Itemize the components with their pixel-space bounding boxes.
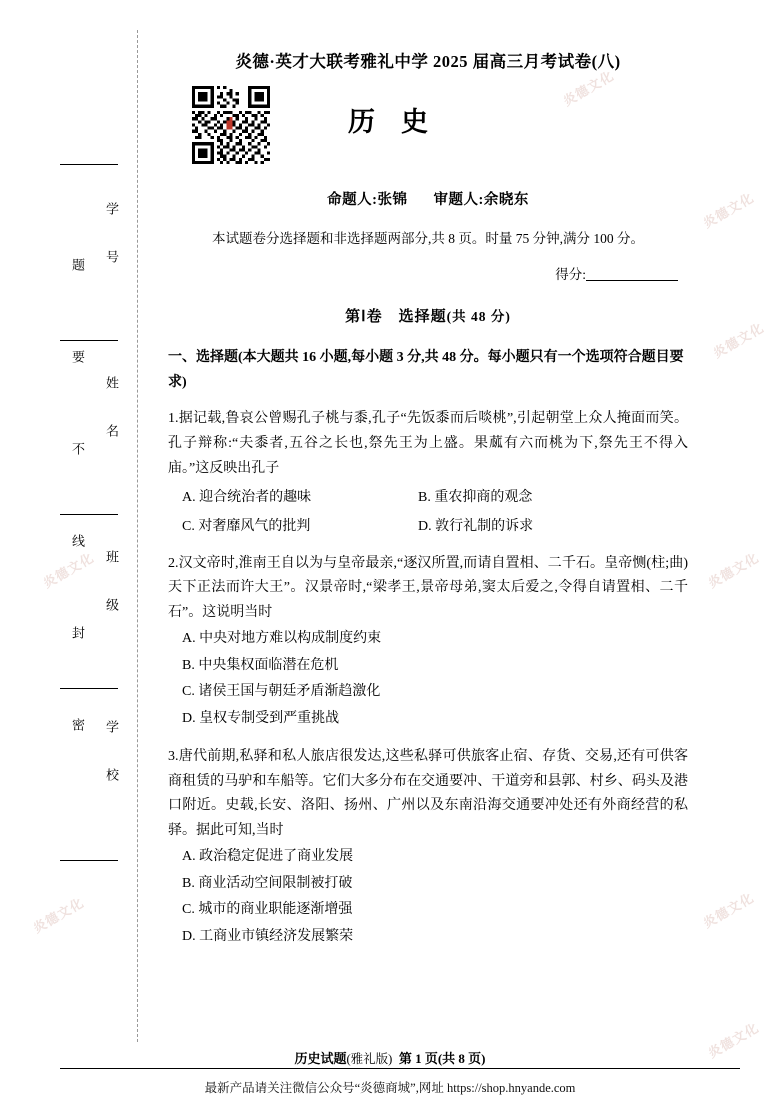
watermark: 炎德文化 (705, 549, 762, 591)
page-footer (0, 1048, 780, 1067)
seal-column (60, 140, 130, 900)
option-b[interactable]: B. 中央集权面临潜在危机 (182, 657, 339, 673)
option-d[interactable]: D. 工商业市镇经济发展繁荣 (182, 929, 354, 945)
page-title: 炎德·英才大联考雅礼中学 2025 届高三月考试卷(八) (235, 52, 621, 71)
seal-label-student-id: 学 号 (104, 202, 119, 274)
question-options (168, 515, 688, 540)
exam-notice: 本试题卷分选择题和非选择题两部分,共 8 页。时量 75 分钟,满分 100 分。 (212, 231, 644, 246)
footer-page-number: 第 1 页(共 8 页) (398, 1051, 486, 1066)
watermark: 炎德文化 (710, 319, 767, 361)
score-row (168, 263, 688, 283)
seal-label-school: 学 校 (104, 720, 119, 792)
footer-subject: 历史试题 (294, 1051, 347, 1066)
seal-rule (60, 340, 118, 341)
option-a[interactable]: A. 迎合统治者的趣味 (182, 489, 312, 505)
watermark: 炎德文化 (700, 889, 757, 931)
seal-vertical-notice: 题 要 不 线 封 密 (70, 258, 85, 763)
option-c[interactable]: C. 城市的商业职能逐渐增强 (182, 902, 353, 918)
question-item (168, 407, 688, 482)
big-question-heading: 一、选择题(本大题共 16 小题,每小题 3 分,共 48 分。每小题只有一个选项符合题目要求) (168, 350, 684, 390)
question-item (168, 745, 688, 845)
authors-line (168, 188, 688, 209)
option-d[interactable]: D. 皇权专制受到严重挑战 (182, 711, 340, 727)
option-a[interactable]: A. 政治稳定促进了商业发展 (182, 849, 354, 865)
footer-note: 最新产品请关注微信公众号“炎德商城”,网址 https://shop.hnyande.com (204, 1081, 576, 1095)
question-number: 2. (168, 555, 179, 571)
question-stem: 汉文帝时,淮南王自以为与皇帝最亲,“逐汉所置,而请自置相、二千石。皇帝恻(柱;曲)天下正法而许大王”。汉景帝时,“梁孝王,景帝母弟,窦太后爱之,令得自请置相、二千石”。这说明当时 (168, 555, 688, 621)
question-number: 1. (168, 411, 179, 426)
question-number: 3. (168, 748, 179, 764)
watermark: 炎德文化 (30, 894, 87, 936)
question-item (168, 552, 688, 627)
question-stem: 唐代前期,私驿和私人旅店很发达,这些私驿可供旅客止宿、存货、交易,还有可供客商租赁的马驴和车船等。它们大多分布在交通要冲、干道旁和县郭、村乡、码头及港口附近。史载,长安、洛阳、扬州、广州以及东南沿海交通要冲处还有外商经营的私驿。据此可知,当时 (168, 748, 688, 839)
option-b[interactable]: B. 重农抑商的观念 (418, 489, 533, 505)
section-title: 第Ⅰ卷 选择题 (345, 309, 447, 325)
footer-edition: (雅礼版) (346, 1052, 393, 1066)
score-label: 得分: (555, 267, 586, 282)
setter-label: 命题人:张锦 (327, 192, 408, 208)
watermark: 炎德文化 (40, 549, 97, 591)
score-blank[interactable] (586, 266, 678, 281)
seal-dashed-line (137, 30, 138, 1042)
subject-title: 历史 (348, 107, 454, 137)
seal-rule (60, 514, 118, 515)
paper-content (168, 40, 688, 951)
section-title-points: (共 48 分) (446, 309, 511, 324)
watermark: 炎德文化 (560, 67, 617, 109)
watermark: 炎德文化 (700, 189, 757, 231)
seal-rule (60, 860, 118, 861)
watermark: 炎德文化 (705, 1019, 762, 1061)
option-c[interactable]: C. 对奢靡风气的批判 (182, 518, 311, 534)
seal-rule (60, 688, 118, 689)
seal-rule (60, 164, 118, 165)
option-b[interactable]: B. 商业活动空间限制被打破 (182, 875, 353, 891)
section-heading (168, 305, 688, 326)
question-options (168, 486, 688, 511)
reviewer-label: 审题人:余晓东 (433, 192, 529, 208)
qr-code-icon (192, 86, 270, 164)
seal-label-name: 姓 名 (104, 376, 119, 448)
footer-rule (60, 1068, 740, 1069)
qr-and-subject-row (168, 86, 688, 166)
option-d[interactable]: D. 敦行礼制的诉求 (418, 518, 534, 534)
option-c[interactable]: C. 诸侯王国与朝廷矛盾渐趋激化 (182, 684, 381, 700)
seal-label-class: 班 级 (104, 550, 119, 622)
option-a[interactable]: A. 中央对地方难以构成制度约束 (182, 631, 382, 647)
question-stem: 据记载,鲁哀公曾赐孔子桃与黍,孔子“先饭黍而后啖桃”,引起朝堂上众人掩面而笑。孔子辩称:“夫黍者,五谷之长也,祭先王为上盛。果蓏有六而桃为下,祭先王不得入庙。”这反映出孔子 (168, 411, 688, 476)
